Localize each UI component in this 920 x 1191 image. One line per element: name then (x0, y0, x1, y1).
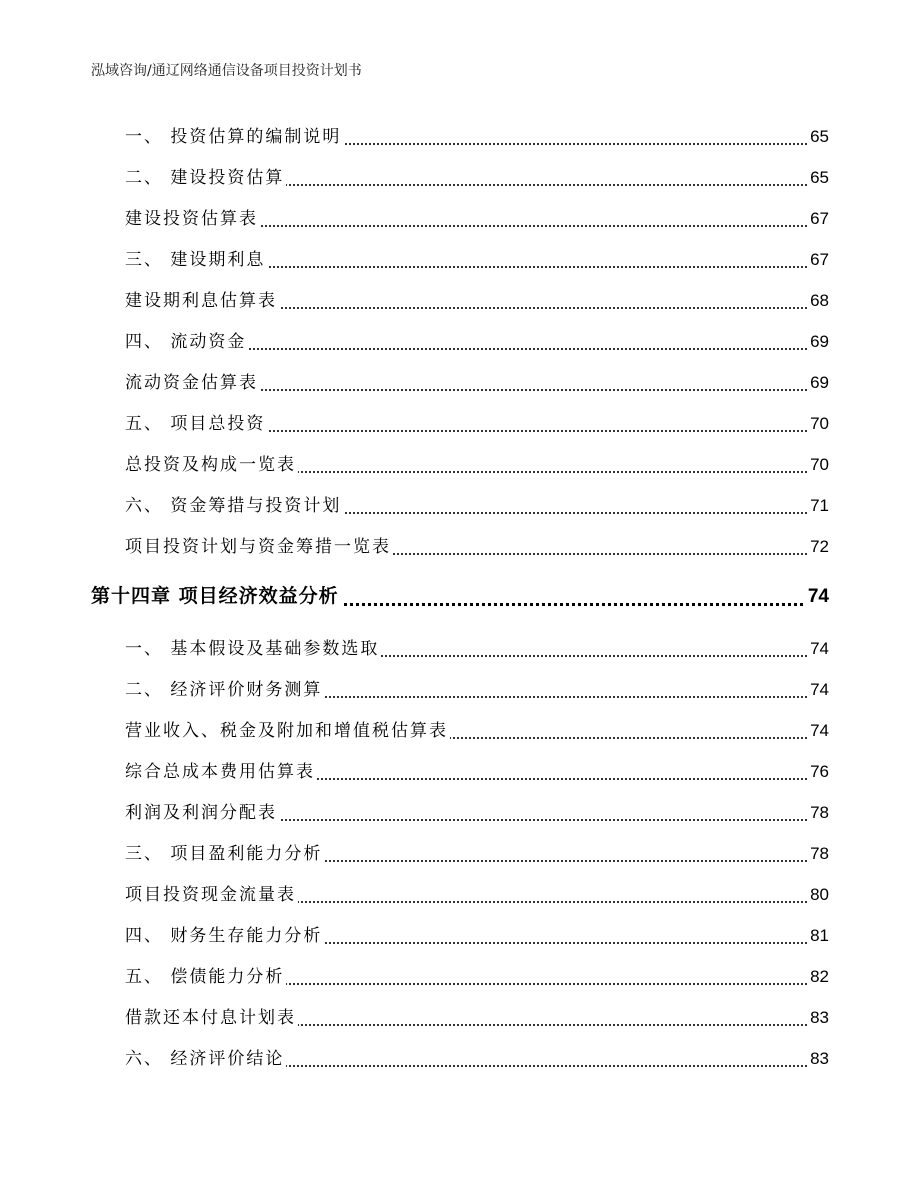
toc-entry-title: 五、 偿债能力分析 (125, 962, 286, 987)
toc-entry[interactable] (0, 164, 920, 192)
toc-page-number: 74 (810, 721, 829, 740)
toc-page-number: 80 (810, 885, 829, 904)
toc-page-number: 69 (810, 332, 829, 351)
toc-page-number: 70 (810, 414, 829, 433)
toc-entry[interactable] (0, 676, 920, 704)
toc-entry[interactable] (0, 287, 920, 315)
toc-page-number: 67 (810, 250, 829, 269)
toc-entry-title: 三、 建设期利息 (125, 245, 267, 270)
toc-entry-title: 六、 资金筹措与投资计划 (125, 491, 343, 516)
toc-page-number: 69 (810, 373, 829, 392)
toc-entry[interactable] (0, 1045, 920, 1073)
toc-page-number: 82 (810, 967, 829, 986)
toc-page-number: 78 (810, 844, 829, 863)
toc-entry[interactable] (0, 123, 920, 151)
toc-entry-title: 流动资金估算表 (125, 368, 260, 393)
toc-entry[interactable] (0, 492, 920, 520)
toc-chapter-entry[interactable] (0, 584, 920, 612)
toc-page-number: 83 (810, 1049, 829, 1068)
toc-page-number: 74 (807, 586, 829, 607)
toc-page-number: 65 (810, 127, 829, 146)
toc-entry-title: 三、 项目盈利能力分析 (125, 839, 324, 864)
toc-entry[interactable] (0, 369, 920, 397)
toc-entry-title: 项目投资现金流量表 (125, 880, 298, 905)
toc-page-number: 67 (810, 209, 829, 228)
toc-entry[interactable] (0, 410, 920, 438)
toc-entry[interactable] (0, 451, 920, 479)
toc-entry-title: 利润及利润分配表 (125, 798, 279, 823)
toc-page-number: 74 (810, 639, 829, 658)
toc-page-number: 68 (810, 291, 829, 310)
toc-entry-title: 六、 经济评价结论 (125, 1044, 286, 1069)
toc-page-number: 65 (810, 168, 829, 187)
toc-entry[interactable] (0, 1004, 920, 1032)
toc-page-number: 76 (810, 762, 829, 781)
toc-page-number: 71 (810, 496, 829, 515)
toc-page-number: 81 (810, 926, 829, 945)
toc-entry-title: 总投资及构成一览表 (125, 450, 298, 475)
toc-entry-title: 二、 建设投资估算 (125, 163, 286, 188)
toc-entry-title: 四、 财务生存能力分析 (125, 921, 324, 946)
toc-entry-title: 四、 流动资金 (125, 327, 248, 352)
toc-page-number: 72 (810, 537, 829, 556)
toc-entry[interactable] (0, 840, 920, 868)
toc-entry[interactable] (0, 246, 920, 274)
toc-entry[interactable] (0, 635, 920, 663)
toc-entry-title: 一、 投资估算的编制说明 (125, 122, 343, 147)
toc-entry[interactable] (0, 758, 920, 786)
toc-entry-title: 二、 经济评价财务测算 (125, 675, 324, 700)
toc-entry[interactable] (0, 533, 920, 561)
toc-entry[interactable] (0, 922, 920, 950)
running-header: 泓域咨询/通辽网络通信设备项目投资计划书 (91, 63, 362, 79)
toc-page-number: 83 (810, 1008, 829, 1027)
toc-entry[interactable] (0, 717, 920, 745)
toc-entry-title: 建设投资估算表 (125, 204, 260, 229)
toc-entry[interactable] (0, 963, 920, 991)
toc-entry-title: 营业收入、税金及附加和增值税估算表 (125, 716, 450, 741)
toc-entry[interactable] (0, 799, 920, 827)
toc-entry-title: 第十四章 项目经济效益分析 (91, 581, 341, 608)
toc-page-number: 78 (810, 803, 829, 822)
toc-entry-title: 借款还本付息计划表 (125, 1003, 298, 1028)
toc-entry[interactable] (0, 205, 920, 233)
toc-entry-title: 综合总成本费用估算表 (125, 757, 317, 782)
toc-entry-title: 一、 基本假设及基础参数选取 (125, 634, 381, 659)
toc-entry-title: 建设期利息估算表 (125, 286, 279, 311)
toc-entry[interactable] (0, 881, 920, 909)
toc-entry-title: 五、 项目总投资 (125, 409, 267, 434)
toc-page-number: 74 (810, 680, 829, 699)
toc-page-number: 70 (810, 455, 829, 474)
toc-entry-title: 项目投资计划与资金筹措一览表 (125, 532, 393, 557)
toc-entry[interactable] (0, 328, 920, 356)
